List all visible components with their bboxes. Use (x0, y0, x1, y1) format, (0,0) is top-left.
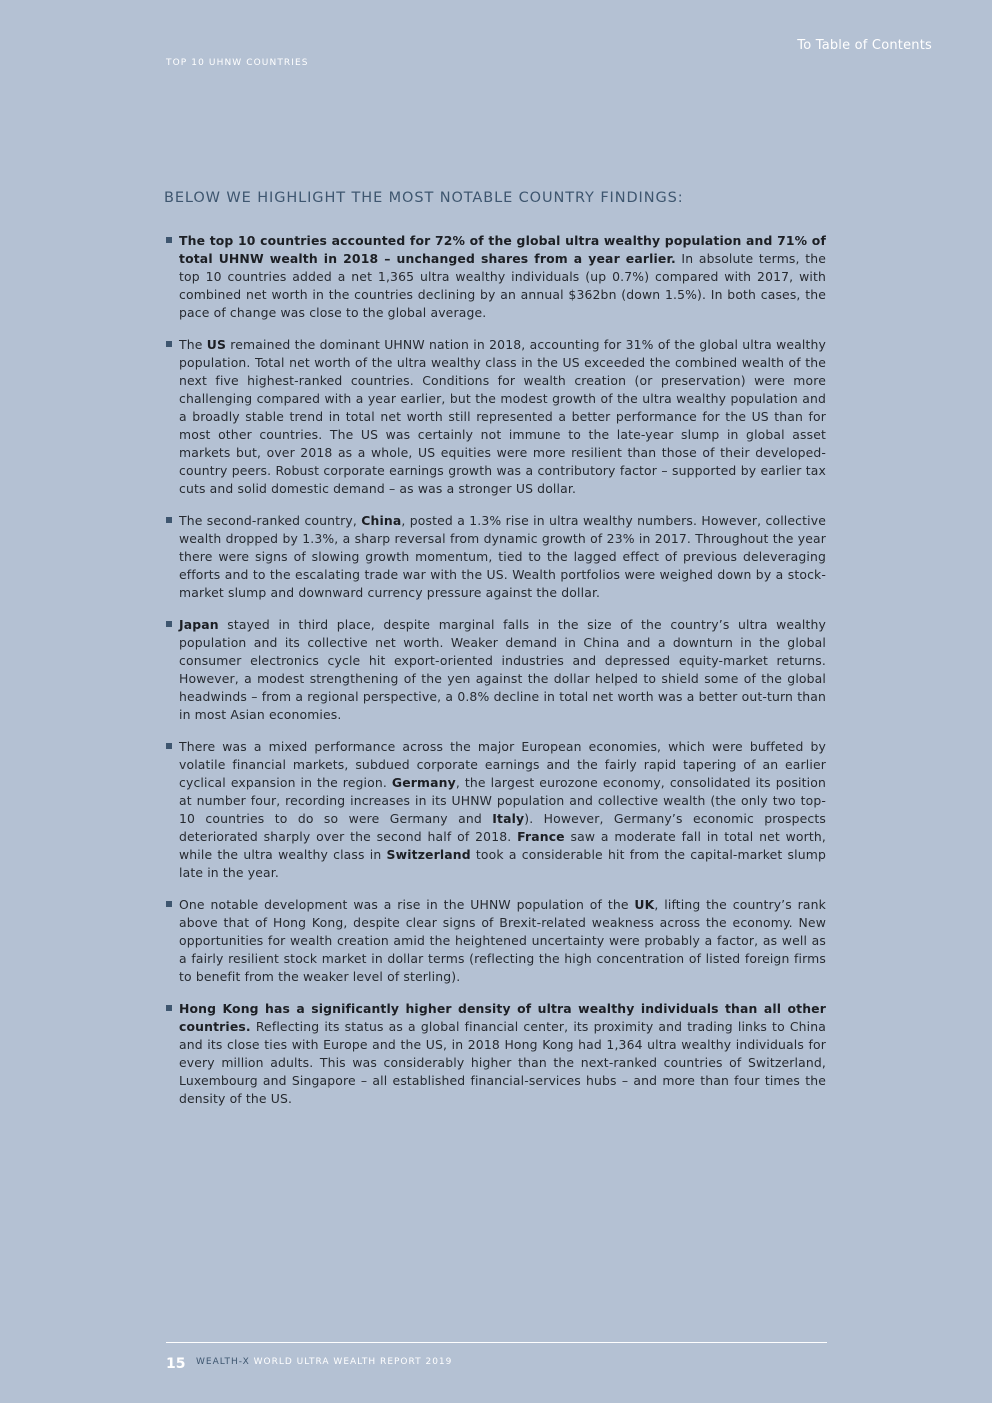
finding-text: , the largest eurozone economy, consolidated its position at number four, recording increases in its UHNW population and collective wealth (the only two top-10 countries to do so were Germany and (179, 775, 826, 826)
finding-text: Reflecting its status as a global financial center, its proximity and trading links to China and its close ties with Europe and the US, in 2018 Hong Kong had 1,364 ultra wealthy individuals for every million adults. This was considerably higher than the next-ranked countries of Switzerland, Luxembourg and Singapore – all established financial-services hubs – and more than four times the density of the US. (179, 1019, 826, 1106)
findings-heading: BELOW WE HIGHLIGHT THE MOST NOTABLE COUNTRY FINDINGS: (164, 190, 684, 206)
bullet-square-icon (166, 621, 172, 627)
finding-text: One notable development was a rise in the UHNW population of the (179, 897, 635, 912)
finding-bold-text: Hong Kong has a significantly higher density of ultra wealthy individuals than all other countries. (179, 1001, 826, 1034)
page-number: 15 (166, 1356, 186, 1372)
country-name: Germany (391, 775, 456, 790)
finding-text: There was a mixed performance across the major European economies, which were buffeted by volatile financial markets, subdued corporate earnings and the fairly rapid tapering of an earlier cyclical expansion in the region. (179, 739, 826, 790)
report-name: WORLD ULTRA WEALTH REPORT 2019 (249, 1357, 453, 1367)
finding-text: The second-ranked country, (179, 513, 362, 528)
finding-top10 (166, 232, 826, 322)
country-name: US (206, 337, 227, 352)
country-name: UK (634, 897, 655, 912)
brand-name: WEALTH-X (196, 1357, 250, 1367)
bullet-square-icon (166, 901, 172, 907)
country-name: China (361, 513, 402, 528)
finding-text: , posted a 1.3% rise in ultra wealthy numbers. However, collective wealth dropped by 1.3%, a sharp reversal from dynamic growth of 23% in 2017. Throughout the year there were signs of slowing growth momentum, tied to the lagged effect of previous deleveraging efforts and to the escalating trade war with the US. Wealth portfolios were weighed down by a stock-market slump and downward currency pressure against the dollar. (179, 513, 826, 600)
findings-list (166, 232, 826, 1122)
finding-text: took a considerable hit from the capital-market slump late in the year. (179, 847, 826, 880)
footer-divider (166, 1342, 827, 1343)
finding-japan (166, 616, 826, 724)
finding-us (166, 336, 826, 498)
finding-text: The (179, 337, 207, 352)
section-label: TOP 10 UHNW COUNTRIES (166, 58, 309, 68)
finding-text: remained the dominant UHNW nation in 2018, accounting for 31% of the global ultra wealthy population. Total net worth of the ultra wealthy class in the US exceeded the combined wealth of the next five highest-ranked countries. Conditions for wealth creation (or preservation) were more challenging compared with a year earlier, but the modest growth of the ultra wealthy population and a broadly stable trend in total net worth still represented a better performance for the US than for most other countries. The US was certainly not immune to the late-year slump in global asset markets but, over 2018 as a whole, US equities were more resilient than those of their developed-country peers. Robust corporate earnings growth was a contributory factor – supported by earlier tax cuts and solid domestic demand – as was a stronger US dollar. (179, 337, 826, 496)
finding-bold-text: The top 10 countries accounted for 72% of the global ultra wealthy population and 71% of total UHNW wealth in 2018 – unchanged shares from a year earlier. (179, 233, 826, 266)
finding-text: ). However, Germany’s economic prospects deteriorated sharply over the second half of 2018. (179, 811, 826, 844)
bullet-square-icon (166, 341, 172, 347)
finding-china (166, 512, 826, 602)
country-name: Italy (492, 811, 525, 826)
report-title (196, 1357, 452, 1367)
finding-hong-kong (166, 1000, 826, 1108)
bullet-square-icon (166, 237, 172, 243)
country-name: France (517, 829, 565, 844)
finding-europe (166, 738, 826, 882)
finding-text: stayed in third place, despite marginal falls in the size of the country’s ultra wealthy population and its collective net worth. Weaker demand in China and a downturn in the global consumer electronics cycle hit export-oriented industries and depressed equity-market returns. However, a modest strengthening of the yen against the dollar helped to shield some of the global headwinds – from a regional perspective, a 0.8% decline in total net worth was a better out-turn than in most Asian economies. (179, 617, 826, 722)
bullet-square-icon (166, 1005, 172, 1011)
finding-text: saw a moderate fall in total net worth, while the ultra wealthy class in (179, 829, 826, 862)
country-name: Japan (179, 617, 219, 632)
table-of-contents-link[interactable]: To Table of Contents (797, 38, 932, 53)
finding-uk (166, 896, 826, 986)
bullet-square-icon (166, 743, 172, 749)
country-name: Switzerland (386, 847, 471, 862)
finding-text: , lifting the country’s rank above that of Hong Kong, despite clear signs of Brexit-related weakness across the economy. New opportunities for wealth creation amid the heightened uncertainty were probably a factor, as well as a fairly resilient stock market in dollar terms (reflecting the high concentration of listed foreign firms to benefit from the weaker level of sterling). (179, 897, 826, 984)
bullet-square-icon (166, 517, 172, 523)
finding-text: In absolute terms, the top 10 countries added a net 1,365 ultra wealthy individuals (up 0.7%) compared with 2017, with combined net worth in the countries declining by an annual $362bn (down 1.5%). In both cases, the pace of change was close to the global average. (179, 251, 827, 320)
